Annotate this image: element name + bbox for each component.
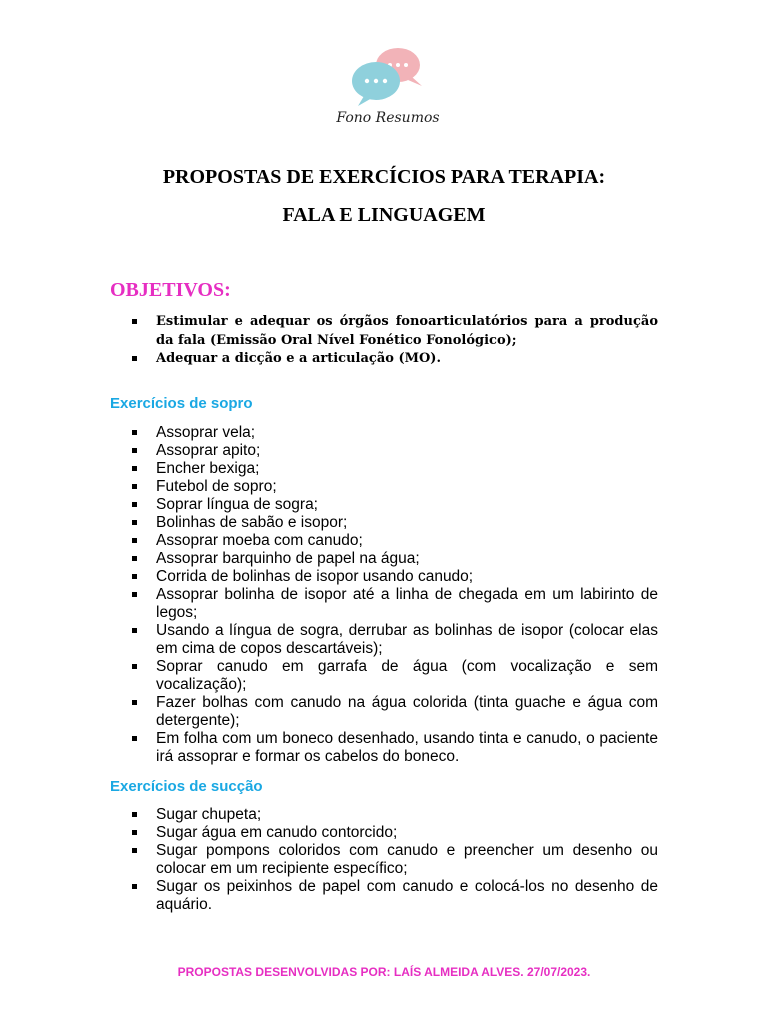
logo-wordmark: Fono Resumos <box>336 110 440 126</box>
list-item <box>110 824 658 842</box>
list-item <box>110 478 658 496</box>
list-item-text: Encher bexiga; <box>156 460 260 477</box>
list-item-text: Bolinhas de sabão e isopor; <box>156 514 348 531</box>
bullet-icon <box>132 356 137 361</box>
objetivos-heading: OBJETIVOS: <box>110 279 231 301</box>
list-item <box>110 532 658 550</box>
logo <box>328 44 448 134</box>
sopro-list <box>110 424 658 766</box>
bullet-icon <box>132 484 137 489</box>
list-item <box>110 658 658 694</box>
bullet-icon <box>132 520 137 525</box>
list-item-text: Corrida de bolinhas de isopor usando canudo; <box>156 568 474 585</box>
bullet-icon <box>132 812 137 817</box>
list-item <box>110 424 658 442</box>
list-item-text: Sugar chupeta; <box>156 806 262 823</box>
list-item-text: Assoprar apito; <box>156 442 261 459</box>
list-item-text: Sugar pompons coloridos com canudo e preencher um desenho ou colocar em um recipiente específico; <box>156 842 658 877</box>
list-item <box>110 730 658 766</box>
bullet-icon <box>132 574 137 579</box>
list-item <box>110 586 658 622</box>
list-item-text: Usando a língua de sogra, derrubar as bolinhas de isopor (colocar elas em cima de copos descartáveis); <box>156 622 658 657</box>
list-item <box>110 622 658 658</box>
bullet-icon <box>132 592 137 597</box>
list-item-text: Em folha com um boneco desenhado, usando tinta e canudo, o paciente irá assoprar e formar os cabelos do boneco. <box>156 730 658 765</box>
list-item-text: Assoprar moeba com canudo; <box>156 532 363 549</box>
list-item <box>110 806 658 824</box>
succao-list <box>110 806 658 914</box>
bullet-icon <box>132 430 137 435</box>
bullet-icon <box>132 884 137 889</box>
objetivos-list <box>110 313 658 369</box>
list-item <box>110 694 658 730</box>
bullet-icon <box>132 664 137 669</box>
bullet-icon <box>132 466 137 471</box>
bullet-icon <box>132 319 137 324</box>
bullet-icon <box>132 736 137 741</box>
sopro-heading: Exercícios de sopro <box>110 395 253 412</box>
bullet-icon <box>132 502 137 507</box>
list-item <box>110 878 658 914</box>
list-item-text: Assoprar barquinho de papel na água; <box>156 550 420 567</box>
footer-credit: PROPOSTAS DESENVOLVIDAS POR: LAÍS ALMEIDA ALVES. 27/07/2023. <box>177 965 591 979</box>
list-item-text: Adequar a dicção e a articulação (MO). <box>156 351 441 366</box>
list-item-text: Futebol de sopro; <box>156 478 277 495</box>
bullet-icon <box>132 830 137 835</box>
list-item-text: Fazer bolhas com canudo na água colorida (tinta guache e água com detergente); <box>156 694 658 729</box>
bullet-icon <box>132 538 137 543</box>
succao-heading: Exercícios de sucção <box>110 778 263 795</box>
list-item-text: Assoprar bolinha de isopor até a linha de chegada em um labirinto de legos; <box>156 586 658 621</box>
list-item <box>110 496 658 514</box>
list-item <box>110 550 658 568</box>
page-title-line-2: FALA E LINGUAGEM <box>282 204 486 226</box>
list-item <box>110 514 658 532</box>
list-item-text: Soprar língua de sogra; <box>156 496 318 513</box>
list-item-text: Sugar os peixinhos de papel com canudo e colocá-los no desenho de aquário. <box>156 878 658 913</box>
bullet-icon <box>132 628 137 633</box>
list-item <box>110 460 658 478</box>
list-item-text: Estimular e adequar os órgãos fonoarticulatórios para a produção da fala (Emissão Oral Nível Fonético Fonológico); <box>156 314 658 348</box>
list-item-text: Soprar canudo em garrafa de água (com vocalização e sem vocalização); <box>156 658 658 693</box>
bullet-icon <box>132 848 137 853</box>
bullet-icon <box>132 556 137 561</box>
list-item <box>110 842 658 878</box>
list-item <box>110 350 658 369</box>
list-item <box>110 568 658 586</box>
bullet-icon <box>132 700 137 705</box>
chat-bubbles-icon <box>328 44 448 110</box>
page-title-line-1: PROPOSTAS DE EXERCÍCIOS PARA TERAPIA: <box>162 166 606 188</box>
list-item-text: Sugar água em canudo contorcido; <box>156 824 398 841</box>
list-item <box>110 313 658 350</box>
list-item-text: Assoprar vela; <box>156 424 256 441</box>
bullet-icon <box>132 448 137 453</box>
list-item <box>110 442 658 460</box>
